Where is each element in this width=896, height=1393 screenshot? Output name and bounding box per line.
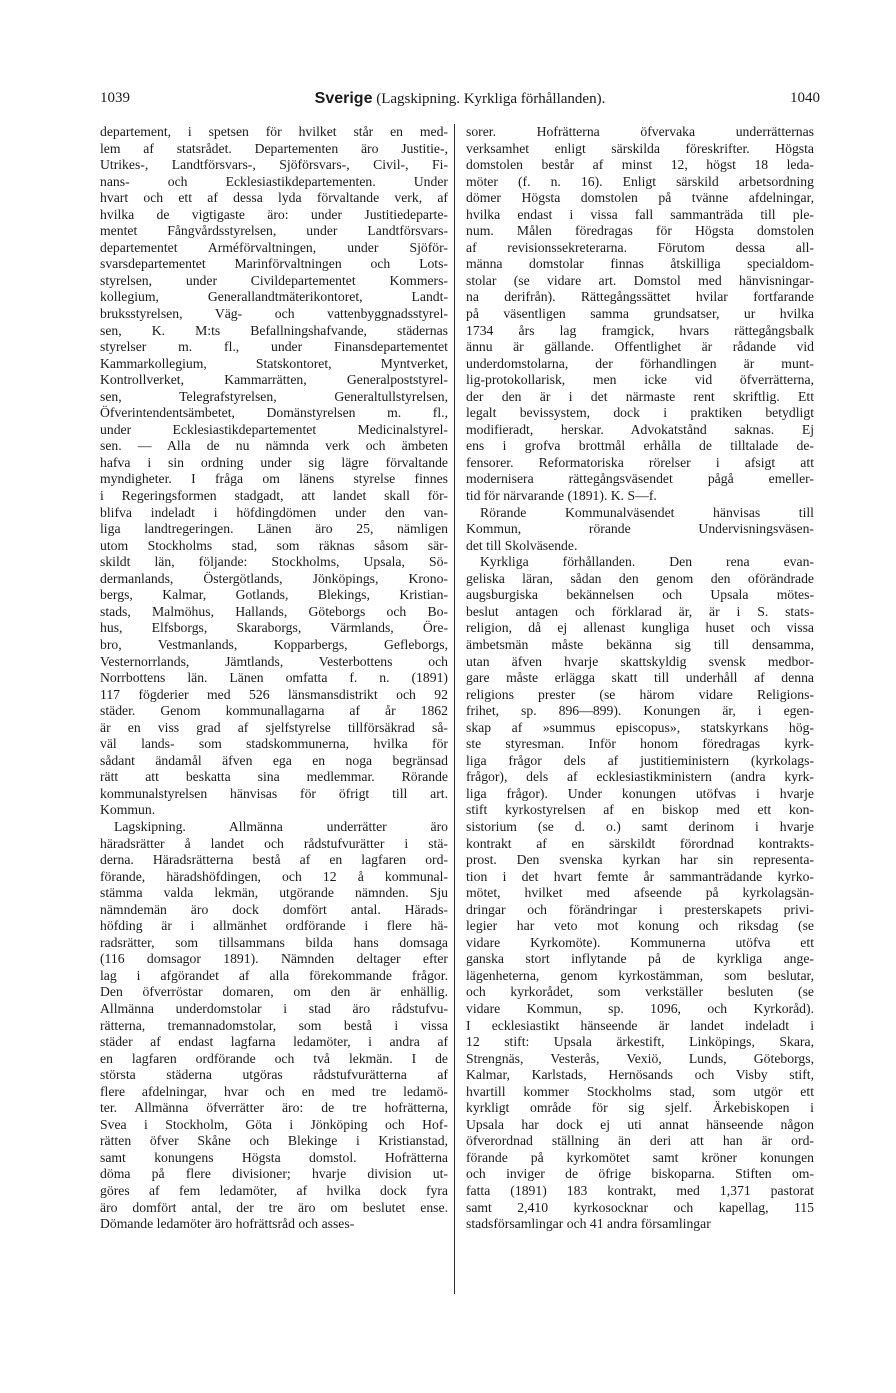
text-line: männa domstolar finnas åtskilliga specialdom- [466,256,814,272]
text-line: departement, i spetsen för hvilket står en med- [100,124,448,139]
text-line: döma på flere divisioner; hvarje division ut- [100,1166,448,1182]
text-line: utan äfven hvarje skattskyldig svensk medbor- [466,653,814,669]
text-line: ännu är gällande. Offentlighet är rådande vid [466,339,814,355]
text-line: Lagskipning. Allmänna underrätter äro [114,818,448,834]
text-line: Kontrollverket, Kammarrätten, Generalpoststyrel- [100,372,448,388]
text-line: tion i det hvart femte år sammanträdande kyrko- [466,868,814,884]
text-line: religions prester (se härom vidare Religions- [466,686,814,702]
text-line: lig-protokollarisk, men icke vid öfverrätterna, [466,372,814,388]
text-line: samt 2,410 kyrkosocknar och kapellag, 115 [466,1199,814,1215]
text-line: lem af statsrådet. Departementen äro Justitie-, [100,140,448,156]
text-line: prost. Den svenska kyrkan har sin representa- [466,852,814,868]
text-line: städer af endast lagfarna ledamöter, i andra af [100,1034,448,1050]
text-line: häradsrätter å landet och rådstufvurätter i stä- [100,835,448,851]
text-line: departementet Arméförvaltningen, under Sjöför- [100,239,448,255]
text-line: ste styresman. Inför honom föredragas kyrk- [466,736,814,752]
text-line: legier har veto mot konung och riksdag (se [466,918,814,934]
text-line: i Regeringsformen stadgadt, att landet skall för- [100,488,448,504]
text-line: (116 domsagor 1891). Nämnden deltager efter [100,951,448,967]
text-line: nämndemän äro dock domfört antal. Härads- [100,901,448,917]
text-line: modifieradt, herskar. Advokatstånd saknas. Ej [466,421,814,437]
text-line: blifva indeladt i höfdingdömen under den van- [100,504,448,520]
text-line: fatta (1891) 183 kontrakt, med 1,371 pastorat [466,1183,814,1198]
text-line: na derifrån). Rättegångssättet hvilar fortfarande [466,289,814,305]
text-line: styrelser m. fl., under Finansdepartementet [100,339,448,355]
text-line: möter (f. n. 16). Enligt särskild arbetsordning [466,173,814,189]
text-line: modernisera rättegångsväsendet pågå emeller- [466,471,814,487]
text-line: lag i afgörandet af alla förekommande frågor. [100,967,448,983]
text-line: tid för närvarande (1891). K. S—f. [466,488,657,504]
text-line: kommunalstyrelsen hänvisas för öfrigt till art. [100,785,448,801]
text-line: sistorium (se d. o.) samt derinom i hvarje [466,818,814,834]
text-line: Upsala har dock ej uti annat hänseende någon [466,1116,814,1132]
text-line: vidare Kommun, sp. 1096, och Kyrkoråd). [466,1000,814,1016]
text-line: väl lands- som stadskommunerna, hvilka för [100,736,448,752]
text-line: bergs, Kalmar, Gotlands, Blekings, Kristian- [100,587,448,603]
text-line: göres af fem ledamöter, af hvilka dock fyra [100,1183,448,1198]
running-title [100,90,820,108]
text-line: stadsförsamlingar och 41 andra församlingar [466,1216,711,1232]
text-line: legalt bevissystem, dock i praktiken betydligt [466,405,814,421]
text-line: Den öfverröstar domaren, om den är enhällig. [100,984,448,1000]
text-line: och inviger de öfrige biskoparna. Stiften om- [466,1166,814,1182]
text-line: gare måste erlägga skatt till underhåll af denna [466,670,814,686]
text-line: ganska stort inflytande på de kyrkliga ange- [466,951,814,967]
text-line: beslut antagen och förklarad är, är i S. stats- [466,603,814,619]
text-line: bruksstyrelsen, Väg- och vattenbyggnadsstyrel- [100,306,448,322]
text-line: rätt att beskatta sina medlemmar. Rörande [100,769,448,785]
text-line: sen. — Alla de nu nämnda verk och ämbeten [100,438,448,454]
text-line: stolar (se vidare art. Domstol med hänvisningar- [466,272,814,288]
text-line: domstolen består af minst 12, högst 18 leda- [466,157,814,173]
text-line: mötet, hvilket med afseende på kyrkolagsän- [466,885,814,901]
text-line: Öfverintendentsämbetet, Domänstyrelsen m. fl., [100,405,448,421]
text-line: det till Skolväsende. [466,537,578,553]
text-line: der den är i det närmaste rent skriftlig. Ett [466,388,814,404]
text-line: är en viss grad af sjelfstyrelse tillförsäkrad så- [100,719,448,735]
text-line: Kalmar, Karlstads, Hernösands och Visby stift, [466,1067,814,1083]
text-line: num. Målen föredragas för Högsta domstolen [466,223,814,239]
text-line: förande på kyrkomötet samt kröner konungen [466,1149,814,1165]
text-column-left [100,124,448,1233]
text-line: fensorer. Reformatoriska rörelser i afsigt att [466,454,814,470]
text-line: 12 stift: Upsala ärkestift, Linköpings, Skara, [466,1034,814,1050]
text-line: styrelsen, under Civildepartementet Kommers- [100,272,448,288]
text-line: Rörande Kommunalväsendet hänvisas till [480,504,814,520]
text-line: skap af »summus episcopus», statskyrkans hög- [466,719,814,735]
text-line: höfding är i allmänhet ordförande i flere hä- [100,918,448,934]
text-line: kollegium, Generallandtmäterikontoret, Landt- [100,289,448,305]
text-line: 1734 års lag framgick, hvars rättegångsbalk [466,322,814,338]
text-line: dringar och förändringar i presterskapets privi- [466,901,814,917]
text-line: verksamhet enligt särskilda föreskrifter. Högsta [466,140,814,156]
text-line: augsburgiska bekännelsen och Upsala mötes- [466,587,814,603]
text-line: mentet Fångvårdsstyrelsen, under Landtförsvars- [100,223,448,239]
text-line: religion, då ej allenast kungliga huset och vissa [466,620,814,636]
text-line: liga frågor dels af justitieministern (kyrkolags- [466,752,814,768]
running-title-sections: (Lagskipning. Kyrkliga förhållanden). [372,91,606,107]
text-line: underdomstolarna, der förhandlingen är munt- [466,355,814,371]
text-line: Kyrkliga förhållanden. Den rena evan- [480,554,814,570]
text-line: hvilka de vigtigaste äro: under Justitiedeparte- [100,206,448,222]
text-line: sorer. Hofrätterna öfvervaka underrätternas [466,124,814,139]
text-line: skildt län, följande: Stockholms, Upsala, Sö- [100,554,448,570]
text-line: ens i grofva brottmål erhålla de tilltalade de- [466,438,814,454]
text-line: I ecklesiastikt hänseende är landet indeladt i [466,1017,814,1033]
text-line: hus, Elfsborgs, Skaraborgs, Värmlands, Öre- [100,620,448,636]
text-line: sådant ändamål äfven ega en noga begränsad [100,752,448,768]
text-line: sen, K. M:ts Befallningshafvande, städernas [100,322,448,338]
text-line: ter. Allmänna öfverrätter äro: de tre hofrätterna, [100,1100,448,1116]
text-line: liga landtregeringen. Länen äro 25, nämligen [100,521,448,537]
text-line: Utrikes-, Landtförsvars-, Sjöförsvars-, Civil-, Fi- [100,157,448,173]
page-header [100,90,820,114]
text-line: vidare Kyrkomöte). Kommunerna utöfva ett [466,934,814,950]
text-line: svarsdepartementet Marinförvaltningen och Lots- [100,256,448,272]
text-line: öfverordnad ställning än deri att han är ord- [466,1133,814,1149]
text-line: flere afdelningar, hvar och en med tre ledamö- [100,1083,448,1099]
text-line: Kammarkollegium, Statskontoret, Myntverket, [100,355,448,371]
text-line: hvart och ett af dessa lyda förvaltande verk, af [100,190,448,206]
text-line: samt konungens Högsta domstol. Hofrätterna [100,1149,448,1165]
text-line: ämbetsmän måste bekänna sig till densamma, [466,636,814,652]
text-line: Kommun. [100,802,156,818]
text-line: 117 fögderier med 526 länsmansdistrikt och 92 [100,686,448,702]
text-line: radsrätter, som tillsammans bilda hans domsaga [100,934,448,950]
text-line: en lagfaren ordförande och två lekmän. I de [100,1050,448,1066]
text-line: utom Stockholms stad, som räknas såsom sär- [100,537,448,553]
text-line: frihet, sp. 896—899). Konungen är, i egen- [466,703,814,719]
text-line: dermanlands, Östergötlands, Jönköpings, Krono- [100,570,448,586]
text-line: städer. Genom kommunallagarna af år 1862 [100,703,448,719]
text-line: och kyrkorådet, som verkställer besluten (se [466,984,814,1000]
text-line: Allmänna underdomstolar i stad äro rådstufvu- [100,1000,448,1016]
text-line: liga frågor). Under konungen utöfvas i hvarje [466,785,814,801]
text-line: nans- och Ecklesiastikdepartementen. Under [100,173,448,189]
text-line: på väsentligen samma grundsatser, ur hvilka [466,306,814,322]
text-line: under Ecklesiastikdepartementet Medicinalstyrel- [100,421,448,437]
text-line: derna. Häradsrätterna bestå af en lagfaren ord- [100,852,448,868]
text-line: hafva i sin ordning under sig lägre förvaltande [100,454,448,470]
text-line: af revisionssekreterarna. Förutom dessa all- [466,239,814,255]
running-title-country: Sverige [314,90,373,107]
text-line: Kommun, rörande Undervisningsväsen- [466,521,814,537]
text-line: rätterna, tremannadomstolar, som bestå i vissa [100,1017,448,1033]
text-line: Vesternorrlands, Jämtlands, Vesterbottens och [100,653,448,669]
text-line: geliska läran, sådan den genom den oförändrade [466,570,814,586]
text-line: bro, Vestmanlands, Kopparbergs, Gefleborgs, [100,636,448,652]
text-line: Dömande ledamöter äro hofrättsråd och asses- [100,1216,355,1232]
text-line: Strengnäs, Vesterås, Vexiö, Lunds, Göteborgs, [466,1050,814,1066]
text-line: hvilka endast i vissa fall sammanträda till ple- [466,206,814,222]
text-line: Svea i Stockholm, Göta i Jönköping och Hof- [100,1116,448,1132]
page-number-right: 1040 [790,90,820,106]
text-line: lägenheterna, genom kyrkostämman, som beslutar, [466,967,814,983]
text-line: äro domfört antal, der tre äro om beslutet ense. [100,1199,448,1215]
text-line: dömer Högsta domstolen på tvänne afdelningar, [466,190,814,206]
text-line: sen, Telegrafstyrelsen, Generaltullstyrelsen, [100,388,448,404]
text-line: kyrkligt område för sig sjelf. Ärkebiskopen i [466,1100,814,1116]
text-line: stads, Malmöhus, Hallands, Göteborgs och Bo- [100,603,448,619]
text-line: största städerna utgöras rådstufvurätterna af [100,1067,448,1083]
text-line: kontrakt af en särskildt förordnad kontrakts- [466,835,814,851]
text-line: stift kyrkostyrelsen af en biskop med ett kon- [466,802,814,818]
text-line: stämma valda lekmän, utgörande nämnden. Sju [100,885,448,901]
text-line: myndigheter. I fråga om länens styrelse finnes [100,471,448,487]
text-line: Norrbottens län. Länen omfatta f. n. (1891) [100,670,448,686]
page-number-left: 1039 [100,90,130,106]
text-column-right [466,124,814,1233]
text-line: rätten öfver Skåne och Blekinge i Kristianstad, [100,1133,448,1149]
text-line: hvartill kommer Stockholms stad, som utgör ett [466,1083,814,1099]
text-line: frågor), dels af ecklesiastikministern (andra kyrk- [466,769,814,785]
text-line: förande, häradshöfdingen, och 12 å kommunal- [100,868,448,884]
column-divider [454,124,455,1294]
